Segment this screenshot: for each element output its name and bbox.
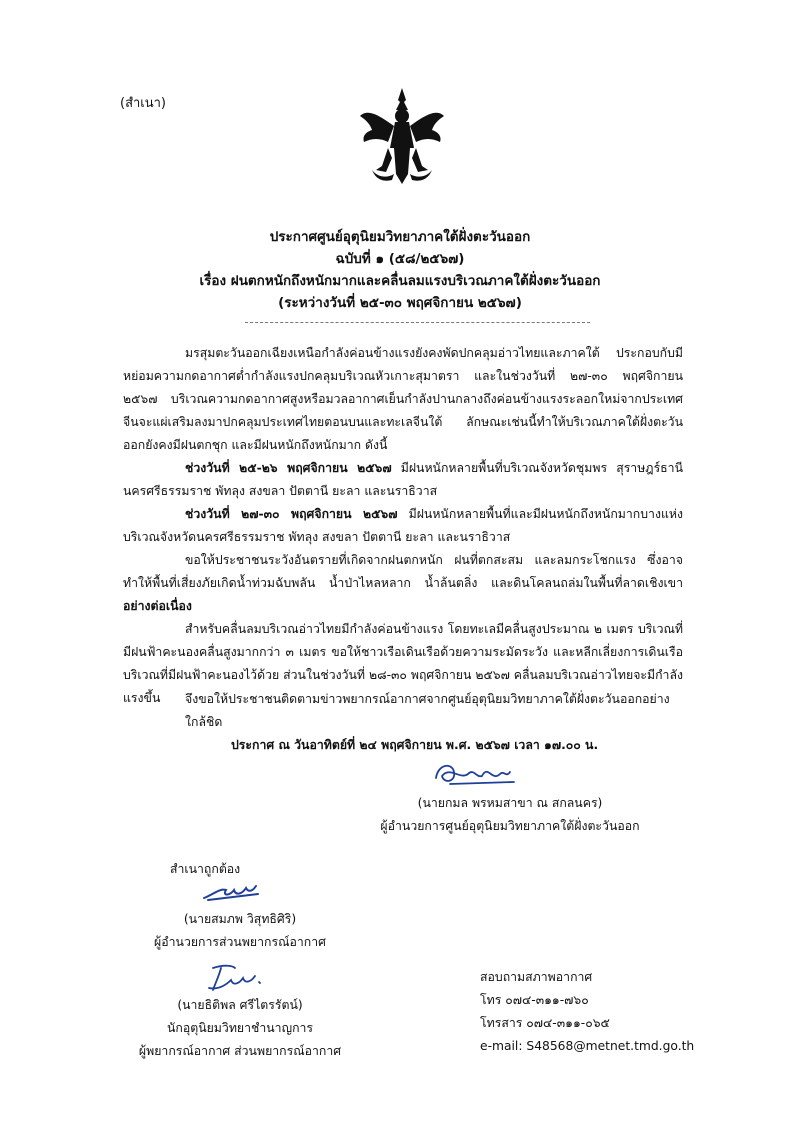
certifier2-position: ผู้พยากรณ์อากาศ ส่วนพยากรณ์อากาศ xyxy=(138,1044,342,1058)
title-line: เรื่อง ฝนตกหนักถึงหนักมากและคลื่นลมแรงบริเวณภาคใต้ฝั่งตะวันออก xyxy=(199,273,601,289)
announced-line: ประกาศ ณ วันอาทิตย์ที่ ๒๔ พฤศจิกายน พ.ศ. ๒๕๖๗ เวลา ๑๗.๐๐ น. xyxy=(231,738,599,752)
period1-paragraph xyxy=(123,457,683,503)
contact-email: e-mail: S48568@metnet.tmd.go.th xyxy=(480,1039,695,1053)
contact-phone: โทร ๐๗๔-๓๑๑-๗๖๐ xyxy=(480,993,589,1007)
certifier2-block xyxy=(110,994,370,1063)
director-signature-icon xyxy=(430,756,520,790)
contact-block xyxy=(480,966,694,1058)
announcement-body xyxy=(123,342,683,710)
dashed-divider xyxy=(245,322,590,323)
certifier1-position: ผู้อำนวยการส่วนพยากรณ์อากาศ xyxy=(154,935,326,949)
director-name: (นายกมล พรหมสาขา ณ สกลนคร) xyxy=(417,796,603,810)
certified-copy-label: สำเนาถูกต้อง xyxy=(170,862,241,876)
title-line: ฉบับที่ ๑ (๕๘/๒๕๖๗) xyxy=(335,251,465,267)
director-signature-block xyxy=(300,792,720,838)
certifier2-position: นักอุตุนิยมวิทยาชำนาญการ xyxy=(166,1021,314,1035)
period2-paragraph xyxy=(123,503,683,549)
situation-paragraph: มรสุมตะวันออกเฉียงเหนือกำลังค่อนข้างแรงยังคงพัดปกคลุมอ่าวไทยและภาคใต้ ประกอบกับมีหย่อมความกดอากาศต่ำกำลังแรงปกคลุมบริเวณหัวเกาะสุมาตรา และในช่วงวันที่ ๒๗-๓๐ พฤศจิกายน ๒๕๖๗ บริเวณความกดอากาศสูงหรือมวลอากาศเย็นกำลังปานกลางถึงค่อนข้างแรงระลอกใหม่จากประเทศจีนจะแผ่เสริมลงมาปกคลุมประเทศไทยตอนบนและทะเลจีนใต้ ลักษณะเช่นนี้ทำให้บริเวณภาคใต้ฝั่งตะวันออกยังคงมีฝนตกชุก และมีฝนหนักถึงหนักมาก ดังนี้ xyxy=(123,346,683,452)
director-position: ผู้อำนวยการศูนย์อุตุนิยมวิทยาภาคใต้ฝั่งตะวันออก xyxy=(380,819,640,833)
copy-label: (สำเนา) xyxy=(120,96,167,111)
contact-heading: สอบถามสภาพอากาศ xyxy=(480,970,593,984)
certifier1-name: (นายสมภพ วิสุทธิศิริ) xyxy=(183,912,297,926)
warning-emphasis: อย่างต่อเนื่อง xyxy=(123,599,192,613)
certifier1-block xyxy=(110,908,370,954)
contact-fax: โทรสาร ๐๗๔-๓๑๑-๐๖๕ xyxy=(480,1016,610,1030)
warning-text: ขอให้ประชาชนระวังอันตรายที่เกิดจากฝนตกหนัก ฝนที่ตกสะสม และลมกระโชกแรง ซึ่งอาจทำให้พื้นที่เสี่ยงภัยเกิดน้ำท่วมฉับพลัน น้ำป่าไหลหลาก น้ำล้นตลิ่ง และดินโคลนถล่มในพื้นที่ลาดเชิงเขา xyxy=(123,553,683,590)
certifier2-signature-icon xyxy=(205,960,265,994)
period2-text: มีฝนหนักหลายพื้นที่และมีฝนหนักถึงหนักมากบางแห่งบริเวณจังหวัดนครศรีธรรมราช พัทลุง สงขลา ปัตตานี ยะลา และนราธิวาส xyxy=(123,507,683,544)
closing-line: จึงขอให้ประชาชนติดตามข่าวพยากรณ์อากาศจากศูนย์อุตุนิยมวิทยาภาคใต้ฝั่งตะวันออกอย่างใกล้ชิด xyxy=(185,692,670,729)
certifier1-signature-icon xyxy=(200,878,264,904)
closing-block xyxy=(123,688,683,757)
certifier2-name: (นายธิติพล ศรีไตรรัตน์) xyxy=(177,998,303,1012)
period1-label: ช่วงวันที่ ๒๕-๒๖ พฤศจิกายน ๒๕๖๗ xyxy=(185,461,392,475)
period1-text: มีฝนหนักหลายพื้นที่บริเวณจังหวัดชุมพร สุราษฎร์ธานี นครศรีธรรมราช พัทลุง สงขลา ปัตตานี ยะลา และนราธิวาส xyxy=(123,461,683,498)
marine-paragraph: สำหรับคลื่นลมบริเวณอ่าวไทยมีกำลังค่อนข้างแรง โดยทะเลมีคลื่นสูงประมาณ ๒ เมตร บริเวณที่มีฝนฟ้าคะนองคลื่นสูงมากกว่า ๓ เมตร ขอให้ชาวเรือเดินเรือด้วยความระมัดระวัง และหลีกเลี่ยงการเดินเรือบริเวณที่มีฝนฟ้าคะนองไว้ด้วย ส่วนในช่วงวันที่ ๒๘-๓๐ พฤศจิกายน ๒๕๖๗ คลื่นลมบริเวณอ่าวไทยจะมีกำลังแรงขึ้น xyxy=(123,622,683,705)
announcement-title xyxy=(0,226,800,314)
period2-label: ช่วงวันที่ ๒๗-๓๐ พฤศจิกายน ๒๕๖๗ xyxy=(185,507,398,521)
title-line: ประกาศศูนย์อุตุนิยมวิทยาภาคใต้ฝั่งตะวันออก xyxy=(269,229,531,245)
garuda-emblem-icon xyxy=(358,86,446,186)
warning-paragraph xyxy=(123,549,683,618)
title-line: (ระหว่างวันที่ ๒๕-๓๐ พฤศจิกายน ๒๕๖๗) xyxy=(278,295,522,311)
